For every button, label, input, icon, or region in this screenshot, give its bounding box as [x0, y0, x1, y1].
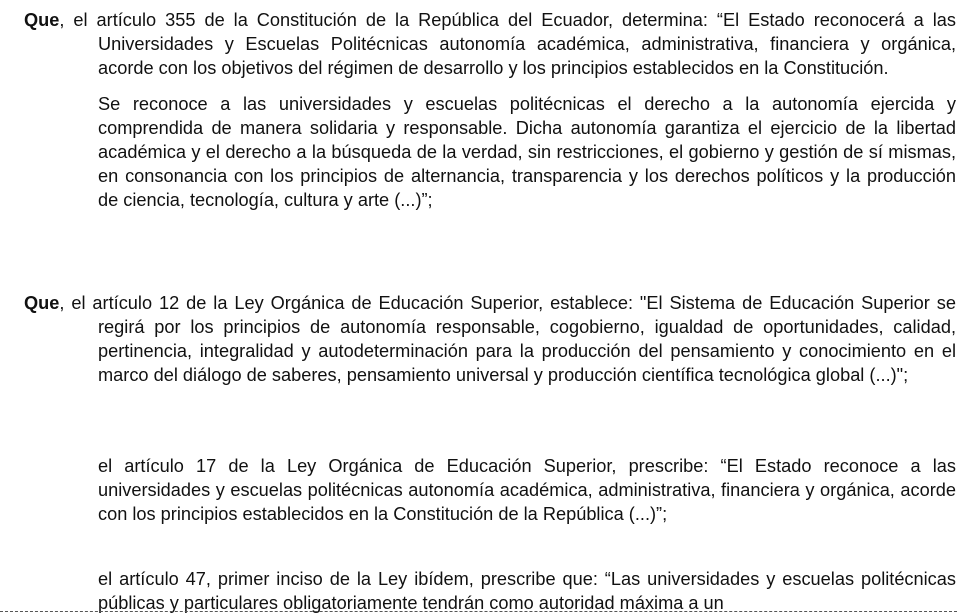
clause-article-12 [24, 291, 956, 387]
clause-lead: Que [24, 10, 60, 30]
clause-article-17 [24, 454, 956, 526]
clause-lead [24, 567, 98, 591]
clause-text: , el artículo 12 de la Ley Orgánica de Educación Superior, establece: "El Sistema de Educación Superior se regirá por los principios de autonomía responsable, cogobierno, igualdad de oportunidades, calidad, pertinencia, integralidad y autodeterminación para la producción del pensamiento y conocimiento en el marco del diálogo de saberes, pensamiento universal y producción científica tecnológica global (...)"; [59, 293, 956, 385]
clause-text: el artículo 47, primer inciso de la Ley ibídem, prescribe que: “Las universidades y escuelas politécnicas públicas y particulares obligatoriamente tendrán como autoridad máxima a un [98, 569, 956, 613]
clause-paragraph [98, 454, 956, 526]
clause-lead: Que [24, 293, 60, 313]
clause-text: , el artículo 355 de la Constitución de la República del Ecuador, determina: “El Estado reconocerá a las Universidades y Escuelas Politécnicas autonomía académica, administrativa, financiera y orgánica, acorde con los objetivos del régimen de desarrollo y los principios establecidos en la Constitución. [59, 10, 956, 78]
clause-paragraph: Se reconoce a las universidades y escuelas politécnicas el derecho a la autonomía ejercida y comprendida de manera solidaria y responsable. Dicha autonomía garantiza el ejercicio de la libertad académica y el derecho a la búsqueda de la verdad, sin restricciones, el gobierno y gestión de sí mismas, en consonancia con los principios de alternancia, transparencia y los derechos políticos y la producción de ciencia, tecnología, cultura y arte (...)”; [98, 94, 956, 210]
clause-paragraph [24, 8, 956, 80]
clause-paragraph [98, 567, 956, 614]
clause-lead [24, 454, 98, 478]
clause-article-47 [24, 567, 956, 614]
clause-text: el artículo 17 de la Ley Orgánica de Educación Superior, prescribe: “El Estado reconoce a las universidades y escuelas politécnicas autonomía académica, administrativa, financiera y orgánica, acorde con los principios establecidos en la Constitución de la República (...)”; [98, 456, 956, 524]
clause-article-355 [24, 8, 956, 212]
page-cut-line [0, 611, 957, 612]
clause-paragraph [24, 291, 956, 387]
